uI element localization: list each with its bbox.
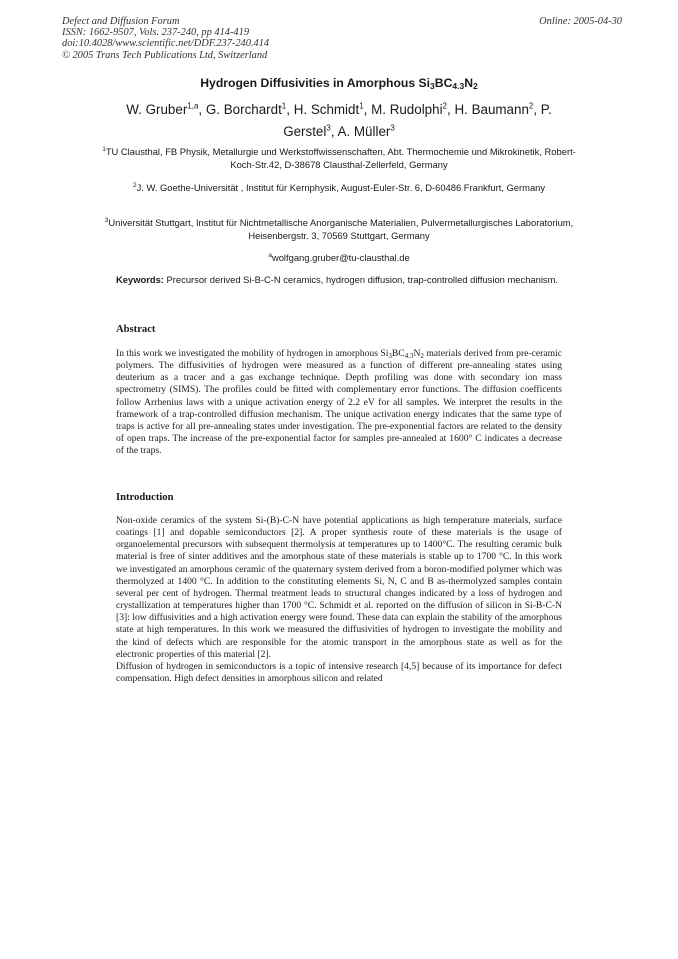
title-subscript: 2 [473, 81, 478, 91]
author: A. Müller$^3$ [337, 123, 395, 139]
author: G. Borchardt$^1$, [205, 102, 294, 118]
author: H. Baumann$^2$, [454, 102, 541, 118]
paragraph: Diffusion of hydrogen in semiconductors is a topic of intensive research [4,5] because of its importance for defect compensation. High defect densities in amorphous silicon and related [116, 660, 562, 685]
affiliation-1: $^1$TU Clausthal, FB Physik, Metallurgie und Werkstoffwissenschaften, Abt. Thermochemie und Mikrokinetik, Robert-Koch-Str.42, D-38678 Clausthal-Zellerfeld, Germany [102, 146, 576, 170]
author: H. Schmidt$^1$, [293, 102, 372, 118]
title-subscript: 4.3 [452, 81, 465, 91]
affiliation-2: $^2$J. W. Goethe-Universität , Institut für Kernphysik, August-Euler-Str. 6, D-60486 Frankfurt, Germany [132, 182, 546, 194]
title-text: N [464, 76, 474, 90]
title-text: Hydrogen Diffusivities in Amorphous Si [200, 76, 431, 90]
author: M. Rudolphi$^2$, [371, 102, 455, 118]
author: P. Gerstel$^3$, [283, 102, 552, 139]
title-subscript: 3 [430, 81, 435, 91]
keywords-label: Keywords: [116, 274, 164, 285]
keywords [116, 274, 566, 287]
online-date: Online: 2005-04-30 [539, 16, 622, 27]
journal-name: Defect and Diffusion Forum [62, 16, 180, 27]
abstract-text: In this work we investigated the mobility of hydrogen in amorphous $Si_3BC_{4.3}N_2$ materials derived from pre-ceramic polymers. The diffusivities of hydrogen were measured as a function of different pre-annealing states using deuterium as a tracer and a gas exchange technique. Depth profiling was done with secondary ion mass spectrometry (SIMS). The profiles could be fitted with complementary error functions. The diffusion coefficents follow Arrhenius laws with a unique activation energy of 2.2 eV for all samples. We interpret the results in the framework of a trap-controlled diffusion mechanism. The unique activation energy indicates that the same type of traps is active for all pre-annealing states under investigation. The pre-exponential factors are related to the density of open traps. The increase of the pre-exponential factor for samples pre-annealed at 1600° C indicates a decrease of the traps. [116, 348, 562, 457]
doi-line: doi:10.4028/www.scientific.net/DDF.237-240.414 [62, 38, 270, 50]
author-list [100, 98, 578, 141]
journal-header [62, 16, 622, 61]
introduction-heading: Introduction [116, 492, 174, 503]
abstract-heading: Abstract [116, 324, 156, 335]
contact-email: $^a$wolfgang.gruber@tu-clausthal.de [268, 252, 410, 264]
paragraph: Non-oxide ceramics of the system Si-(B)-C-N have potential applications as high temperature materials, surface coatings [1] and dopable semiconductors [2]. A proper synthesis route of these materials is the usage of organoelemental precursors with subsequent thermolysis at temperatures up to 1400°C. The resulting ceramic bulk material is free of sinter additives and the amorphous state of these materials is stable up to 1700 °C. In this work we investigated an amorphous ceramic of the quaternary system derived from a boron-modified polymer which was thermolyzed at 1400 °C. In addition to the constituting elements Si, N, C and B as-thermolyzed samples contain several per cent of hydrogen. Thermal treatment leads to structural changes indicated by a loss of hydrogen and crystallization at temperatures higher than 1700 °C. Schmidt et al. reported on the diffusion of silicon in Si-B-C-N [3]: low diffusivities and a high activation energy were found. These data can explain the stability of the amorphous state at high temperatures. In this work we measured the diffusivities of hydrogen to investigate the mobility and the kind of defects which are responsible for the atomic transport in the amorphous state as well as for the electronic properties of this material [2]. [116, 515, 562, 660]
title-text: BC [434, 76, 453, 90]
issn-line: ISSN: 1662-9507, Vols. 237-240, pp 414-419 [62, 27, 250, 39]
author: W. Gruber$^{1,a}$, [126, 102, 206, 118]
affiliation-3: $^3$Universität Stuttgart, Institut für Nichtmetallische Anorganische Materialien, Pulvermetallurgisches Laboratorium, Heisenbergstr. 3, 70569 Stuttgart, Germany [104, 217, 574, 241]
introduction-text [116, 515, 562, 685]
copyright-line: © 2005 Trans Tech Publications Ltd, Switzerland [62, 49, 268, 61]
paper-title [0, 76, 678, 91]
keywords-text: Precursor derived Si-B-C-N ceramics, hydrogen diffusion, trap-controlled diffusion mechanism. [163, 274, 559, 285]
